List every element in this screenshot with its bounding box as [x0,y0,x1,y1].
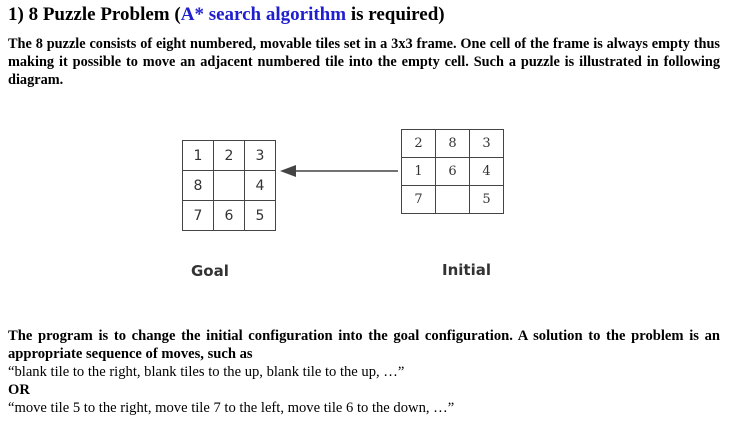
goal-cell: 4 [245,171,276,201]
goal-cell-empty [214,171,245,201]
initial-cell: 3 [470,130,504,158]
initial-cell: 1 [402,158,436,186]
goal-puzzle-grid [182,140,276,231]
goal-cell: 1 [183,141,214,171]
initial-cell: 8 [436,130,470,158]
goal-caption: Goal [191,262,229,280]
initial-cell-empty [436,186,470,214]
intro-paragraph: The 8 puzzle consists of eight numbered, movable tiles set in a 3x3 frame. One cell of the frame is always empty thus making it possible to move an adjacent numbered tile into the empty cell. Such a puzzle is illustrated in following diagram. [8,36,720,88]
goal-cell: 5 [245,201,276,231]
or-label: OR [8,382,30,398]
example-moves-blank: “blank tile to the right, blank tiles to the up, blank tile to the up, …” [8,364,405,380]
initial-cell: 5 [470,186,504,214]
program-paragraph: The program is to change the initial configuration into the goal configuration. A solution to the problem is an appropriate sequence of moves, such as [8,328,720,362]
heading-highlight: A* search algorithm [180,4,347,25]
goal-cell: 8 [183,171,214,201]
initial-cell: 2 [402,130,436,158]
example-moves-tiles: “move tile 5 to the right, move tile 7 to the left, move tile 6 to the down, …” [8,400,455,416]
initial-cell: 4 [470,158,504,186]
goal-cell: 3 [245,141,276,171]
initial-puzzle-grid [401,129,504,214]
initial-caption: Initial [442,261,491,279]
initial-cell: 6 [436,158,470,186]
arrow-left-icon [280,164,398,178]
heading-suffix: is required) [346,4,445,25]
heading-prefix: 1) 8 Puzzle Problem ( [8,4,181,25]
goal-cell: 6 [214,201,245,231]
goal-cell: 2 [214,141,245,171]
goal-cell: 7 [183,201,214,231]
problem-heading [8,4,445,26]
initial-cell: 7 [402,186,436,214]
